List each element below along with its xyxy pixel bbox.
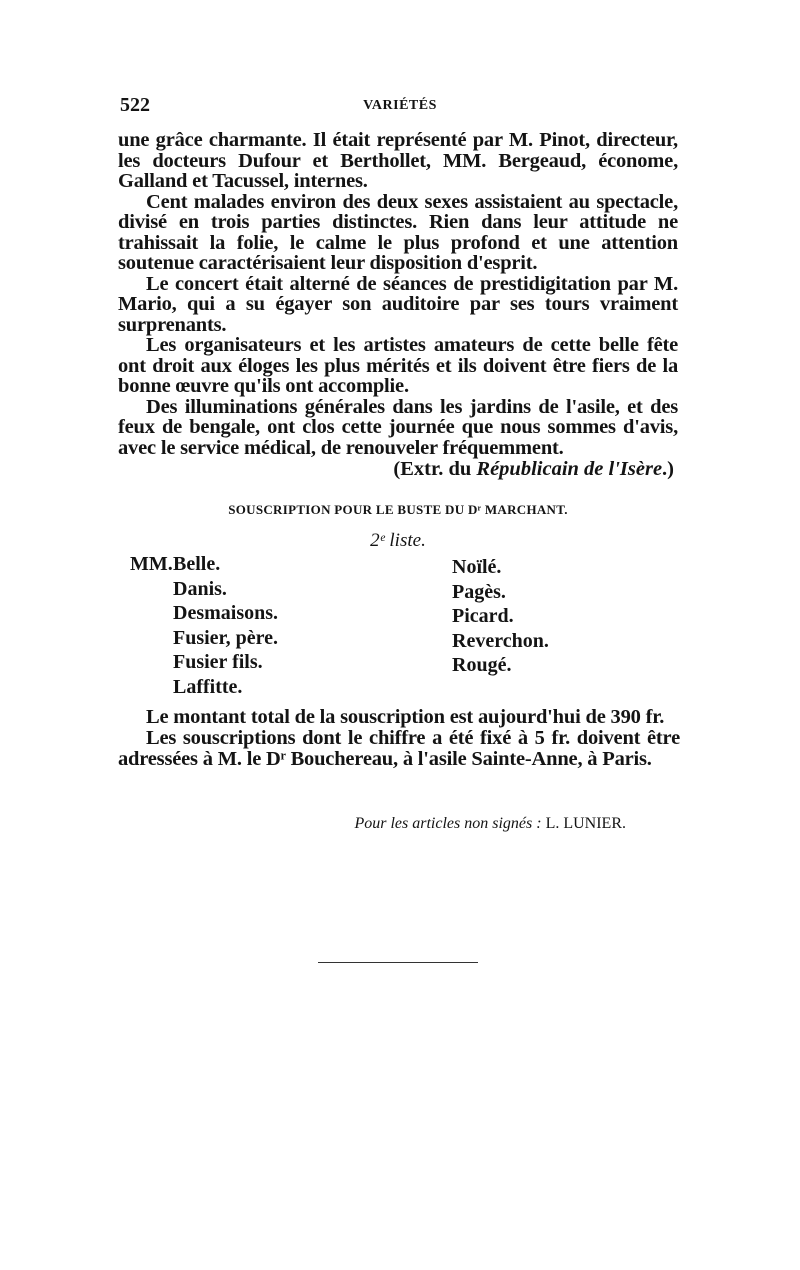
source-suffix: .)	[662, 458, 674, 480]
list-item: Fusier, père.	[173, 626, 278, 649]
list-item: Picard.	[452, 605, 514, 627]
honorific: MM.	[130, 553, 173, 575]
list-item: Danis.	[173, 577, 227, 600]
list-item: Reverchon.	[452, 629, 549, 652]
running-head	[120, 94, 680, 118]
subscription-title: SOUSCRIPTION POUR LE BUSTE DU Dʳ MARCHANT.	[228, 502, 568, 517]
source-citation	[118, 458, 678, 480]
article-text	[118, 130, 678, 480]
list-label	[118, 530, 678, 552]
running-title: VARIÉTÉS	[363, 98, 437, 113]
paragraph: Les organisateurs et les artistes amateurs de cette belle fête ont droit aux éloges les plus mérités et ils doivent être fiers de la bonne œuvre qu'ils ont accomplie.	[118, 334, 678, 397]
subscriber-list	[130, 552, 670, 702]
list-item: Rougé.	[452, 654, 512, 676]
subscription-closing	[118, 707, 680, 770]
end-rule	[318, 962, 478, 963]
paragraph: une grâce charmante. Il était représenté par M. Pinot, directeur, les docteurs Dufour et Berthollet, MM. Bergeaud, économe, Galland et Tacussel, internes.	[118, 129, 678, 192]
list-label-text: 2ᵉ liste.	[370, 530, 426, 551]
list-item: Fusier fils.	[173, 651, 263, 673]
signature-name: L. LUNIER.	[541, 815, 626, 832]
paragraph: Cent malades environ des deux sexes assistaient au spectacle, divisé en trois parties distinctes. Rien dans leur attitude ne trahissait la folie, le calme le plus profond et une attention soutenue caractérisaient leur disposition d'esprit.	[118, 190, 678, 274]
paragraph: Les souscriptions dont le chiffre a été fixé à 5 fr. doivent être adressées à M. le Dʳ Bouchereau, à l'asile Sainte-Anne, à Paris.	[118, 727, 680, 770]
page-number: 522	[120, 94, 150, 116]
list-item: Desmaisons.	[173, 602, 279, 624]
subscriber-column-left	[173, 552, 278, 699]
subscriber-column-right	[452, 555, 549, 678]
list-item: Laffitte.	[173, 675, 243, 698]
source-prefix: (Extr. du	[393, 458, 477, 480]
paragraph: Le concert était alterné de séances de prestidigitation par M. Mario, qui a su égayer son auditoire par ses tours vraiment surprenants.	[118, 272, 678, 336]
list-item: Belle.	[173, 553, 221, 575]
source-title: Républicain de l'Isère	[476, 458, 663, 480]
list-item: Pagès.	[452, 580, 506, 603]
paragraph: Le montant total de la souscription est aujourd'hui de 390 fr.	[146, 706, 665, 728]
list-item: Noïlé.	[452, 556, 502, 578]
signature-line	[118, 815, 626, 833]
paragraph: Des illuminations générales dans les jardins de l'asile, et des feux de bengale, ont clos cette journée que nous sommes d'avis, avec le service médical, de renouveler fréquemment.	[118, 395, 678, 459]
signature-label: Pour les articles non signés :	[354, 815, 542, 832]
